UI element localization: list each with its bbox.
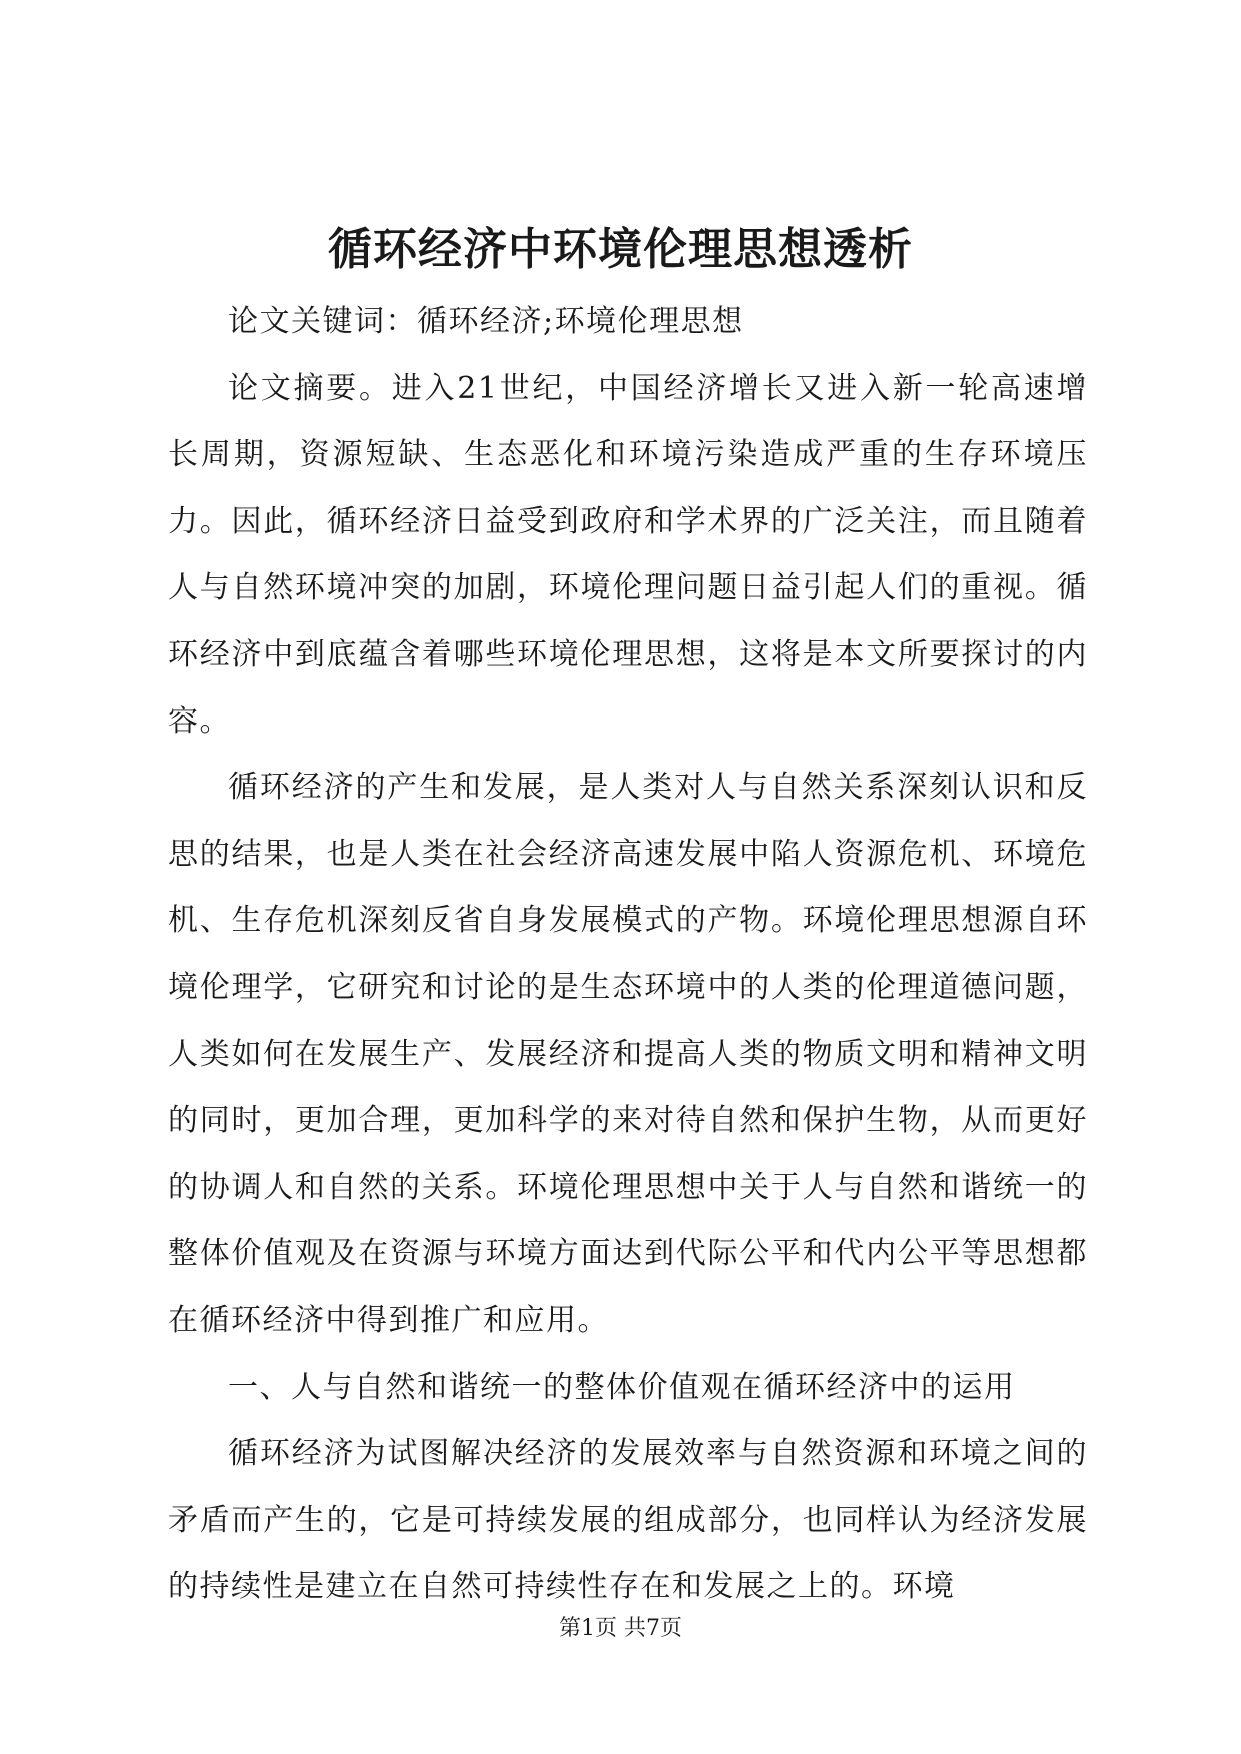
page-number: 第1页 共7页 [559,1616,682,1641]
body-paragraph: 循环经济为试图解决经济的发展效率与自然资源和环境之间的矛盾而产生的，它是可持续发展的组成部分，也同样认为经济发展的持续性是建立在自然可持续性存在和发展之上的。环境 [168,1436,1088,1605]
abstract-paragraph: 论文摘要。进入21世纪，中国经济增长又进入新一轮高速增长周期，资源短缺、生态恶化和环境污染造成严重的生存环境压力。因此，循环经济日益受到政府和学术界的广泛关注，而且随着人与自然环境冲突的加剧，环境伦理问题日益引起人们的重视。循环经济中到底蕴含着哪些环境伦理思想，这将是本文所要探讨的内容。 [168,370,1088,739]
document-title: 循环经济中环境伦理思想透析 [328,224,913,275]
section-heading: 一、人与自然和谐统一的整体价值观在循环经济中的运用 [228,1369,1016,1405]
body-paragraph: 循环经济的产生和发展，是人类对人与自然关系深刻认识和反思的结果，也是人类在社会经济高速发展中陷人资源危机、环境危机、生存危机深刻反省自身发展模式的产物。环境伦理思想源自环境伦理学，它研究和讨论的是生态环境中的人类的伦理道德问题，人类如何在发展生产、发展经济和提高人类的物质文明和精神文明的同时，更加合理，更加科学的来对待自然和保护生物，从而更好的协调人和自然的关系。环境伦理思想中关于人与自然和谐统一的整体价值观及在资源与环境方面达到代际公平和代内公平等思想都在循环经济中得到推广和应用。 [168,770,1088,1338]
document-body [168,289,1088,1621]
keywords-paragraph: 论文关键词：循环经济;环境伦理思想 [228,304,744,339]
